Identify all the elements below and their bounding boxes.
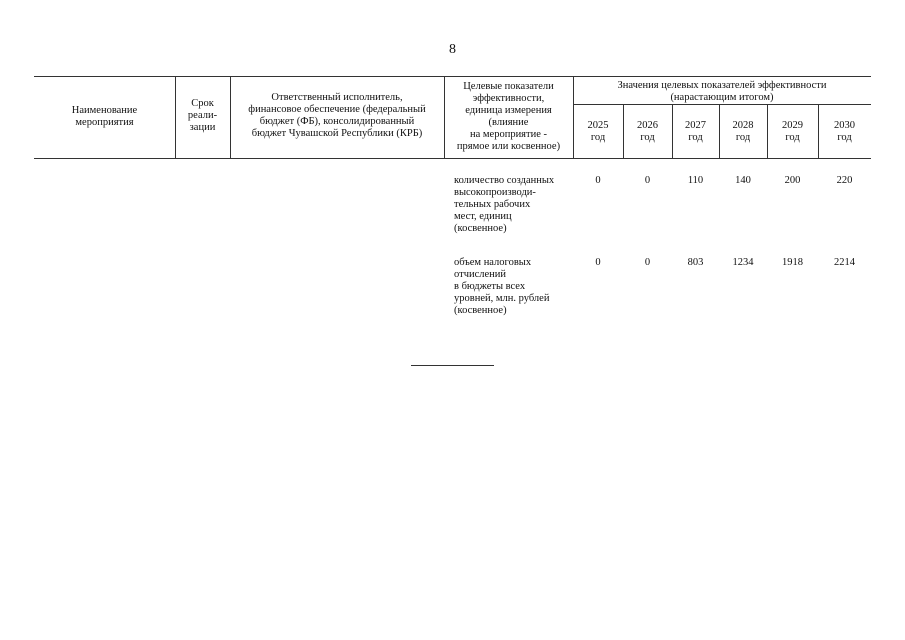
value-cell: 1918 — [782, 257, 803, 268]
header-name: Наименование мероприятия — [71, 105, 138, 128]
value-cell: 1234 — [732, 257, 754, 268]
header-indicators: Целевые показатели эффективности, единица измерения (влияние на мероприятие - прямое или косвенное) — [456, 81, 561, 152]
value-cell: 2214 — [834, 257, 855, 268]
header-values-group: Значения целевых показателей эффективности (нарастающим итогом) — [617, 80, 827, 103]
header-year: 2026 год — [637, 120, 658, 143]
header-executor: Ответственный исполнитель, финансовое обеспечение (федеральный бюджет (ФБ), консолидированный бюджет Чувашской Республики (КРБ) — [248, 92, 426, 139]
value-cell: 140 — [735, 175, 751, 186]
indicator-text: объем налоговых отчислений в бюджеты всех уровней, млн. рублей (косвенное) — [454, 257, 550, 316]
header-term: Срок реали- зации — [187, 98, 218, 133]
indicator-text: количество созданных высокопроизводи- тельных рабочих мест, единиц (косвенное) — [454, 175, 555, 234]
footnote-rule — [411, 365, 494, 366]
header-year: 2029 год — [782, 120, 803, 143]
value-cell: 803 — [687, 257, 704, 268]
header-year: 2030 год — [834, 120, 855, 143]
value-cell: 220 — [836, 175, 853, 186]
header-year: 2025 год — [587, 120, 609, 143]
value-cell: 0 — [644, 175, 651, 186]
page-number: 8 — [449, 42, 456, 57]
value-cell: 110 — [687, 175, 704, 186]
value-cell: 0 — [644, 257, 651, 268]
header-year: 2027 год — [685, 120, 706, 143]
value-cell: 0 — [595, 175, 601, 186]
header-year: 2028 год — [732, 120, 754, 143]
value-cell: 200 — [784, 175, 801, 186]
value-cell: 0 — [595, 257, 601, 268]
